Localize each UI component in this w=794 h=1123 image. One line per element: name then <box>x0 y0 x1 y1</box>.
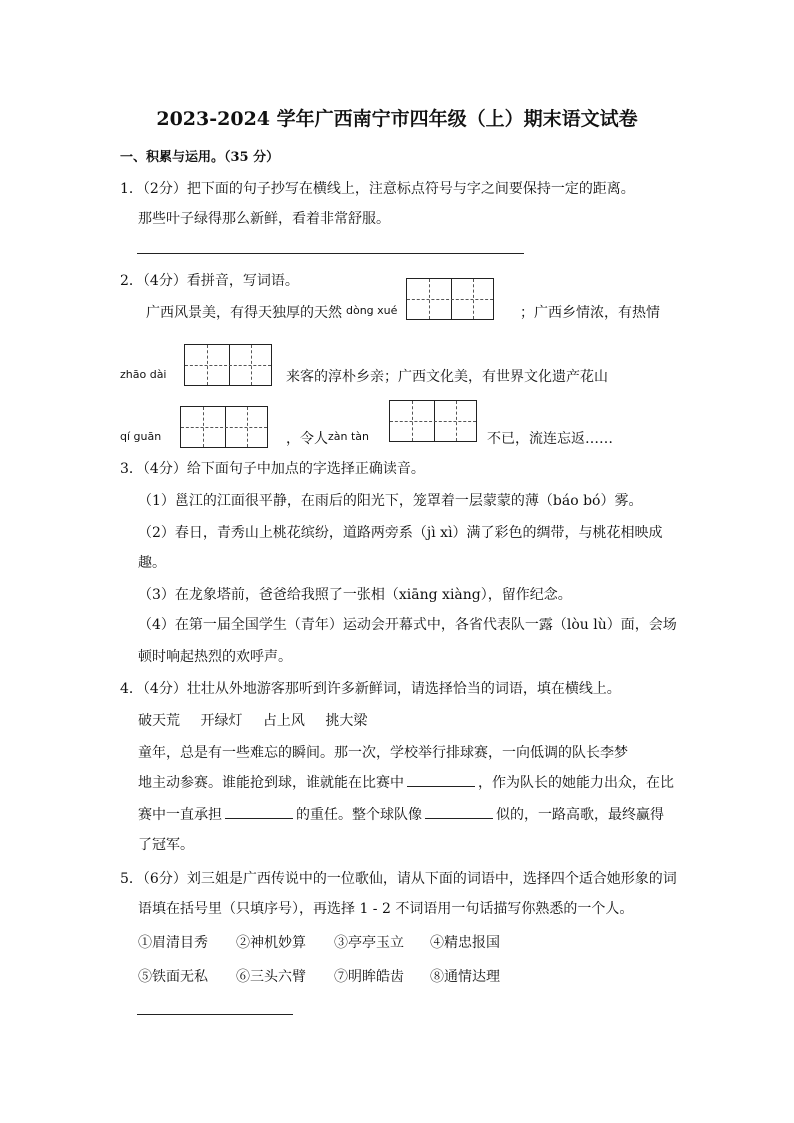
idiom-option: ⑤铁面无私 <box>138 969 208 985</box>
question-2-text: 不已，流连忘返…… <box>487 431 613 447</box>
writing-grid[interactable] <box>406 278 494 320</box>
word-option: 破天荒 <box>138 713 180 729</box>
question-2-text: ；广西乡情浓，有热情 <box>520 305 660 321</box>
word-bank <box>138 710 367 730</box>
passage-line: 地主动参赛。谁能抢到球，谁就能在比赛中 ，作为队长的她能力出众，在比 <box>138 772 674 792</box>
passage-line: 了冠军。 <box>138 837 194 853</box>
question-4-stem: 4．（4分）壮壮从外地游客那听到许多新鲜词，请选择恰当的词语，填在横线上。 <box>120 681 621 697</box>
idiom-option: ④精忠报国 <box>430 935 500 951</box>
question-3-item: 顿时响起热烈的欢呼声。 <box>138 649 292 665</box>
word-option: 占上风 <box>262 713 305 729</box>
pinyin-prompt: qí guān <box>120 430 162 443</box>
pinyin-prompt: dòng xué <box>346 304 398 317</box>
blank[interactable] <box>425 804 493 819</box>
passage-line: 赛中一直承担 的重任。整个球队像 似的，一路高歌，最终赢得 <box>138 804 664 824</box>
question-5-stem: 5．（6分）刘三姐是广西传说中的一位歌仙，请从下面的词语中，选择四个适合她形象的词 <box>120 871 677 887</box>
question-5-stem: 语填在括号里（只填序号），再选择 1 - 2 不词语用一句话描写你熟悉的一个人。 <box>138 901 634 917</box>
question-2-text: 来客的淳朴乡亲；广西文化美，有世界文化遗产花山 <box>286 369 608 385</box>
question-3-item: （3）在龙象塔前，爸爸给我照了一张相（xiāng xiàng），留作纪念。 <box>138 587 572 603</box>
writing-grid[interactable] <box>184 344 272 386</box>
idiom-option: ③亭亭玉立 <box>334 935 404 951</box>
writing-grid[interactable] <box>180 406 268 448</box>
idiom-option: ⑥三头六臂 <box>236 969 306 985</box>
page-title: 2023-2024 学年广西南宁市四年级（上）期末语文试卷 <box>156 108 638 130</box>
passage-line: 童年，总是有一些难忘的瞬间。那一次，学校举行排球赛，一向低调的队长李梦 <box>138 745 628 761</box>
pinyin-prompt: zhāo dài <box>120 368 167 381</box>
idiom-option: ⑧通情达理 <box>430 969 500 985</box>
blank[interactable] <box>225 804 293 819</box>
question-3-stem: 3．（4分）给下面句子中加点的字选择正确读音。 <box>120 461 425 477</box>
idiom-option: ⑦明眸皓齿 <box>334 969 404 985</box>
question-3-item: （4）在第一届全国学生（青年）运动会开幕式中，各省代表队一露（lòu lù）面，会场 <box>138 617 677 633</box>
blank[interactable] <box>407 772 475 787</box>
idiom-option: ①眉清目秀 <box>138 935 208 951</box>
answer-line[interactable] <box>137 253 524 254</box>
idiom-option: ②神机妙算 <box>236 935 306 951</box>
question-3-item: （2）春日，青秀山上桃花缤纷，道路两旁系（jì xì）满了彩色的绸带，与桃花相映成 <box>138 525 663 541</box>
question-1-sentence: 那些叶子绿得那么新鲜，看着非常舒服。 <box>138 211 390 227</box>
section-heading: 一、积累与运用。（35 分） <box>120 150 280 165</box>
question-3-item: 趣。 <box>138 555 166 571</box>
question-2-text: 广西风景美，有得天独厚的天然 <box>146 305 342 321</box>
question-2-stem: 2．（4分）看拼音，写词语。 <box>120 273 299 289</box>
question-3-item: （1）邕江的江面很平静，在雨后的阳光下，笼罩着一层蒙蒙的薄（báo bó）雾。 <box>138 493 643 509</box>
word-option: 开绿灯 <box>200 713 243 729</box>
writing-grid[interactable] <box>389 400 477 442</box>
question-1-stem: 1．（2分）把下面的句子抄写在横线上，注意标点符号与字之间要保持一定的距离。 <box>120 181 635 197</box>
answer-line[interactable] <box>137 1014 293 1015</box>
pinyin-prompt: zàn tàn <box>328 430 370 443</box>
question-2-text: ，令人 <box>286 431 328 447</box>
word-option: 挑大梁 <box>325 713 368 729</box>
